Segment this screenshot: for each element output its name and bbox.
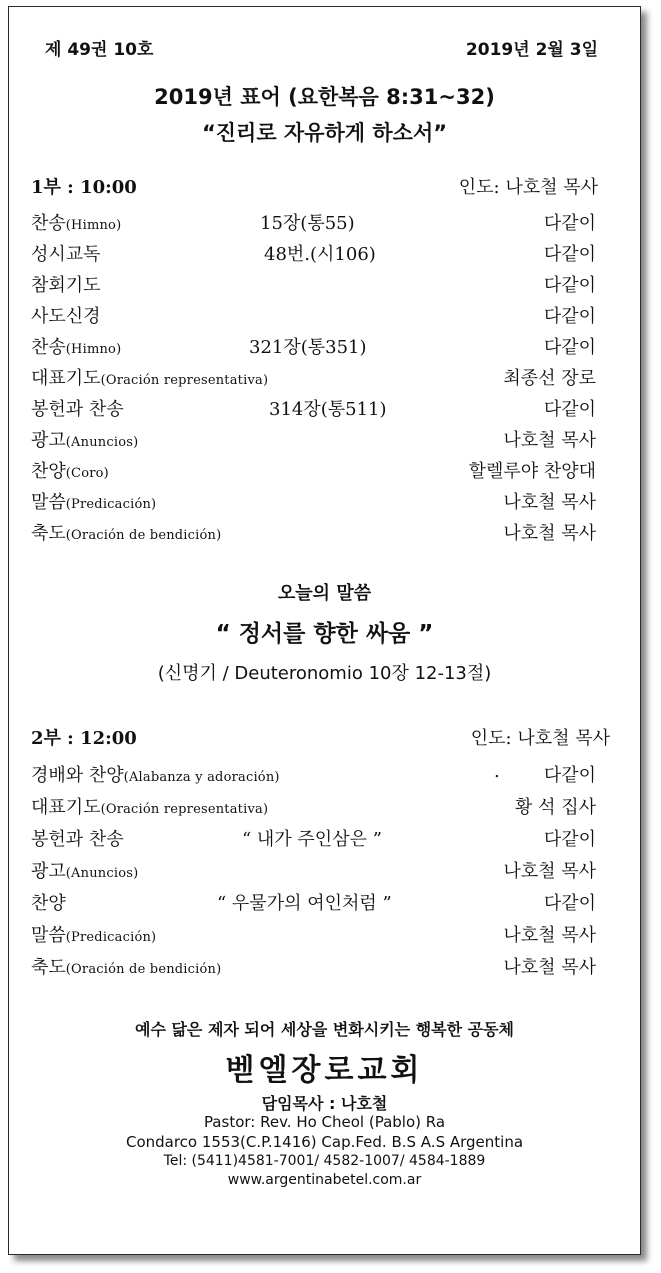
order-item bbox=[9, 921, 640, 951]
order-item-korean: 대표기도 bbox=[31, 797, 101, 818]
order-item-leader: 다같이 bbox=[543, 829, 596, 850]
order-item bbox=[9, 825, 640, 855]
order-item-korean: 찬송 bbox=[31, 213, 66, 234]
church-address: Condarco 1553(C.P.1416) Cap.Fed. B.S A.S Argentina bbox=[125, 1133, 524, 1151]
church-phone: Tel: (5411)4581-7001/ 4582-1007/ 4584-1889 bbox=[163, 1153, 486, 1169]
order-item bbox=[9, 793, 640, 823]
order-item-spanish: (Alabanza y adoración) bbox=[123, 770, 280, 785]
order-item-leader: 다같이 bbox=[543, 275, 596, 296]
order-item bbox=[9, 209, 640, 239]
order-item-reference: . bbox=[494, 761, 500, 782]
order-item-name bbox=[31, 271, 101, 297]
order-item-leader: 다같이 bbox=[543, 244, 596, 265]
order-item-spanish: (Himno) bbox=[65, 218, 122, 233]
order-item-reference: 314장(통511) bbox=[269, 399, 387, 420]
order-item-name bbox=[31, 953, 221, 979]
order-item-spanish: (Predicación) bbox=[65, 930, 157, 945]
order-item-leader: 황 석 집사 bbox=[515, 797, 596, 818]
order-item-korean: 성시교독 bbox=[31, 244, 101, 265]
order-item-name bbox=[31, 364, 268, 390]
service1-leader: 인도: 나호철 목사 bbox=[458, 177, 598, 198]
order-item-name bbox=[31, 333, 121, 359]
order-item-leader: 할렐루야 찬양대 bbox=[468, 461, 596, 482]
order-item bbox=[9, 364, 640, 394]
order-item-korean: 찬양 bbox=[31, 893, 66, 914]
order-item bbox=[9, 426, 640, 456]
order-item bbox=[9, 395, 640, 425]
order-item-name bbox=[31, 761, 280, 787]
bulletin-date: 2019년 2월 3일 bbox=[465, 40, 598, 60]
order-item-reference: “ 우물가의 여인처럼 ” bbox=[217, 893, 392, 914]
order-item-spanish: (Himno) bbox=[65, 342, 122, 357]
order-item-spanish: (Anuncios) bbox=[65, 435, 139, 450]
senior-pastor-ko: 담임목사 : 나호철 bbox=[261, 1094, 388, 1113]
order-item bbox=[9, 519, 640, 549]
order-item-reference: 321장(통351) bbox=[249, 337, 367, 358]
order-item-leader: 다같이 bbox=[543, 765, 596, 786]
order-item-korean: 참회기도 bbox=[31, 275, 101, 296]
order-item bbox=[9, 761, 640, 791]
order-item-korean: 광고 bbox=[31, 430, 66, 451]
order-item bbox=[9, 302, 640, 332]
order-item-spanish: (Oración de bendición) bbox=[65, 528, 222, 543]
order-item-name bbox=[31, 209, 121, 235]
annual-motto-title: 2019년 표어 (요한복음 8:31~32) bbox=[154, 85, 495, 109]
order-item-korean: 말씀 bbox=[31, 925, 66, 946]
order-item bbox=[9, 857, 640, 887]
order-item-leader: 나호철 목사 bbox=[503, 957, 596, 978]
order-item-spanish: (Oración representativa) bbox=[100, 802, 269, 817]
order-item-name bbox=[31, 921, 156, 947]
order-item-leader: 최종선 장로 bbox=[503, 368, 596, 389]
order-item-spanish: (Anuncios) bbox=[65, 866, 139, 881]
order-item-reference: 15장(통55) bbox=[260, 213, 355, 234]
order-item-korean: 사도신경 bbox=[31, 306, 101, 327]
issue-number: 제 49권 10호 bbox=[45, 40, 154, 60]
order-item-leader: 나호철 목사 bbox=[503, 523, 596, 544]
order-item-korean: 말씀 bbox=[31, 492, 66, 513]
order-item bbox=[9, 271, 640, 301]
order-item bbox=[9, 333, 640, 363]
bulletin-page bbox=[8, 6, 641, 1255]
order-item-name bbox=[31, 395, 124, 421]
order-item-leader: 다같이 bbox=[543, 306, 596, 327]
order-item-name bbox=[31, 457, 109, 483]
church-name: 벧엘장로교회 bbox=[225, 1053, 424, 1088]
order-item-leader: 다같이 bbox=[543, 213, 596, 234]
order-item-name bbox=[31, 793, 268, 819]
senior-pastor-es: Pastor: Rev. Ho Cheol (Pablo) Ra bbox=[203, 1113, 446, 1131]
order-item-leader: 다같이 bbox=[543, 893, 596, 914]
order-item-leader: 나호철 목사 bbox=[503, 861, 596, 882]
annual-motto-phrase: “진리로 자유하게 하소서” bbox=[201, 121, 448, 145]
order-item-name bbox=[31, 825, 124, 851]
order-item-korean: 찬양 bbox=[31, 461, 66, 482]
order-item-korean: 대표기도 bbox=[31, 368, 101, 389]
service1-heading: 1부 : 10:00 bbox=[31, 177, 137, 198]
sermon-reference: (신명기 / Deuteronomio 10장 12-13절) bbox=[157, 663, 492, 684]
order-item-name bbox=[31, 519, 221, 545]
church-motto: 예수 닮은 제자 되어 세상을 변화시키는 행복한 공동체 bbox=[134, 1020, 515, 1039]
order-item-name bbox=[31, 488, 156, 514]
order-item-name bbox=[31, 426, 138, 452]
order-item-spanish: (Predicación) bbox=[65, 497, 157, 512]
service2-leader: 인도: 나호철 목사 bbox=[470, 728, 610, 749]
order-item-korean: 봉헌과 찬송 bbox=[31, 399, 124, 420]
order-item-korean: 축도 bbox=[31, 523, 66, 544]
order-item-leader: 다같이 bbox=[543, 399, 596, 420]
order-item-korean: 찬송 bbox=[31, 337, 66, 358]
order-item-name bbox=[31, 240, 101, 266]
order-item bbox=[9, 889, 640, 919]
order-item bbox=[9, 488, 640, 518]
order-item-spanish: (Coro) bbox=[65, 466, 109, 481]
sermon-title: “ 정서를 향한 싸움 ” bbox=[215, 621, 434, 647]
sermon-label: 오늘의 말씀 bbox=[277, 583, 372, 604]
order-item-korean: 경배와 찬양 bbox=[31, 765, 124, 786]
order-item-reference: 48번.(시106) bbox=[264, 244, 376, 265]
order-item-reference: “ 내가 주인삼은 ” bbox=[242, 829, 382, 850]
order-item-korean: 봉헌과 찬송 bbox=[31, 829, 124, 850]
order-item-name bbox=[31, 857, 138, 883]
order-item bbox=[9, 457, 640, 487]
order-item-name bbox=[31, 302, 101, 328]
order-item-spanish: (Oración representativa) bbox=[100, 373, 269, 388]
order-item-spanish: (Oración de bendición) bbox=[65, 962, 222, 977]
service2-heading: 2부 : 12:00 bbox=[31, 728, 137, 749]
order-item bbox=[9, 953, 640, 983]
order-item-korean: 축도 bbox=[31, 957, 66, 978]
order-item-name bbox=[31, 889, 66, 915]
order-item-leader: 나호철 목사 bbox=[503, 492, 596, 513]
order-item-leader: 나호철 목사 bbox=[503, 925, 596, 946]
order-item-korean: 광고 bbox=[31, 861, 66, 882]
order-item bbox=[9, 240, 640, 270]
order-item-leader: 다같이 bbox=[543, 337, 596, 358]
church-website: www.argentinabetel.com.ar bbox=[227, 1172, 422, 1188]
order-item-leader: 나호철 목사 bbox=[503, 430, 596, 451]
